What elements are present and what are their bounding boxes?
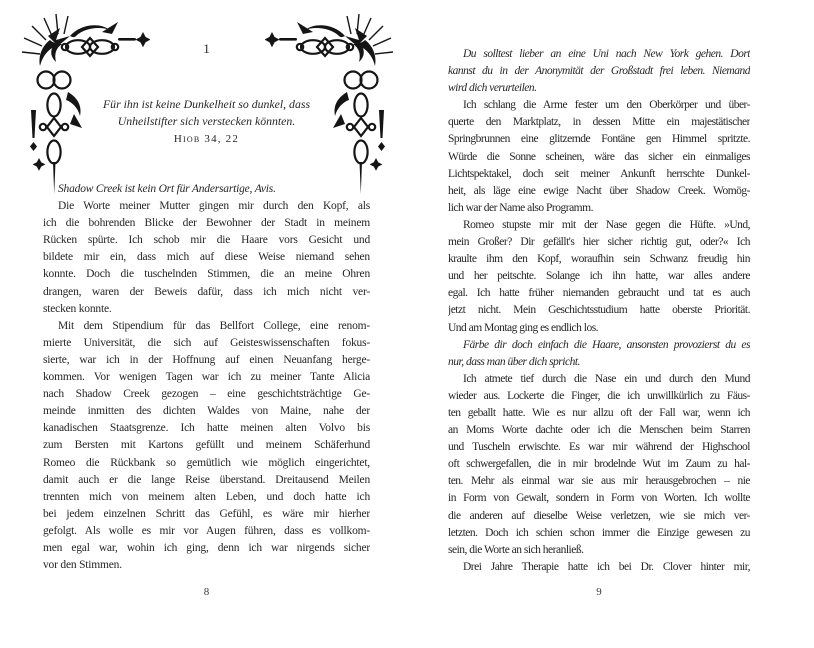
text-line: Lichtspektakel, doch seit meiner Ankunft herrschte Dunkel- bbox=[448, 167, 750, 180]
left-page-text bbox=[43, 181, 370, 574]
text-line: ten geballt hatte. Wie es nur allzu oft der Fall war, wenn ich bbox=[448, 406, 750, 419]
text-line: Springbrunnen eine glitzernde Fontäne gen Himmel spritzte. bbox=[448, 133, 750, 146]
text-line: an Moms Worte dachte oder ich die Menschen beim Starren bbox=[448, 424, 750, 437]
text-line: nur, dass man über dich spricht. bbox=[448, 355, 580, 368]
text-line: und Tuscheln erwischte. Es war mir während der Highschool bbox=[448, 441, 750, 454]
text-line: men egal war, wohin ich ging, denn ich war nirgends sicher bbox=[43, 541, 370, 554]
text-line: nach Shadow Creek gezogen – eine geschichtsträchtige Ge- bbox=[43, 388, 370, 401]
epigraph-line: Für ihn ist keine Dunkelheit so dunkel, dass bbox=[102, 97, 311, 111]
epigraph-line: Unheilstifter sich verstecken könnten. bbox=[117, 114, 296, 128]
text-line: letzten. Doch ich schien schon immer die Einzige gewesen zu bbox=[448, 526, 750, 539]
text-line: gefolgt. Als wolle es mir vor Augen führen, dass es vollkom- bbox=[43, 524, 370, 537]
text-line: drangen, waren der Beweis dafür, dass ich mich nicht ver- bbox=[43, 285, 370, 298]
text-line: meinde inmitten des dichten Waldes von Maine, nahe der bbox=[43, 405, 370, 418]
text-line: trennten mich von meinem alten Leben, und doch hatte ich bbox=[43, 490, 370, 503]
right-page-number: 9 bbox=[596, 586, 602, 598]
text-line: Drei Jahre Therapie hatte ich bei Dr. Clover hinter mir, bbox=[463, 560, 750, 573]
text-line: jetzt nicht. Mein Geschichtsstudium hatte oberste Priorität. bbox=[448, 304, 750, 317]
text-line: sierte, war ich in der Hoffnung auf einen Neuanfang herge- bbox=[43, 353, 370, 366]
text-line: die anderen auf dieselbe Weise verletzen, wie sie mich ver- bbox=[448, 509, 750, 522]
text-line: wieder aus. Lockerte die Finger, die ich unwillkürlich zu Fäus- bbox=[448, 389, 750, 402]
text-line: kannst du in der Anonymität der Großstadt frei leben. Niemand bbox=[448, 65, 750, 78]
text-line: stecken konnte. bbox=[43, 302, 112, 315]
text-line: Shadow Creek ist kein Ort für Andersartige, Avis. bbox=[58, 183, 276, 195]
text-line: ich die bohrenden Blicke der Bewohner der Stadt in meinem bbox=[43, 217, 370, 230]
text-line: bildete mir ein, dass mich auf diese Weise niemand sehen bbox=[43, 251, 370, 264]
text-line: ten. Mehr als einmal war sie aus mir herausgebrochen – nie bbox=[448, 475, 750, 488]
text-line: egal. Ich hatte früher niemanden gebraucht und tat es auch bbox=[448, 287, 750, 300]
epigraph-source: Hiob 34, 22 bbox=[173, 133, 240, 145]
text-line: Würde die Sonne scheinen, wäre das sicher ein einmaliges bbox=[448, 150, 750, 163]
text-line: Ich schlang die Arme fester um den Oberkörper und über- bbox=[463, 99, 750, 112]
text-line: vor den Stimmen. bbox=[43, 559, 122, 572]
text-line: Färbe dir doch einfach die Haare, ansonsten provozierst du es bbox=[463, 338, 750, 351]
text-line: Mit dem Stipendium für das Bellfort College, eine renom- bbox=[58, 319, 370, 332]
text-line: Romeo stupste mir mit der Nase gegen die Hüfte. »Und, bbox=[463, 218, 750, 231]
text-line: bei jedem einzelnen Schritt das Gefühl, es wäre mir hierher bbox=[43, 507, 370, 520]
text-line: Rücken spürte. Ich schob mir die Haare vors Gesicht und bbox=[43, 234, 370, 247]
text-line: Ich atmete tief durch die Nase ein und durch den Mund bbox=[463, 372, 750, 385]
text-line: wird dich verurteilen. bbox=[448, 82, 537, 95]
text-line: und her peitschte. Solange ich ihn hatte, war alles andere bbox=[448, 270, 750, 283]
right-page-text bbox=[448, 46, 750, 576]
text-line: in Form von Gewalt, sondern in Form von Worten. Ich wollte bbox=[448, 492, 750, 505]
text-line: sein, die Worte an sich heranließ. bbox=[448, 543, 584, 556]
text-line: kanadischen Staatsgrenze. Ich hatte meinen alten Volvo bis bbox=[43, 422, 370, 435]
text-line: kommen. Vor wenigen Tagen war ich zu meiner Tante Alicia bbox=[43, 371, 370, 384]
left-page-number: 8 bbox=[203, 586, 210, 598]
text-line: heit, als läge eine ewige Nacht über Shadow Creek. Womög- bbox=[448, 184, 750, 197]
text-line: konnte. Doch die tuschelnden Stimmen, die an meine Ohren bbox=[43, 268, 370, 281]
text-line: Romeo die Rückbank so gemütlich wie möglich eingerichtet, bbox=[43, 456, 370, 469]
text-line: lich war der Name also Programm. bbox=[448, 201, 593, 214]
text-line: mein Großer? Dir gefällt's hier sicher richtig gut, oder?« Ich bbox=[448, 236, 750, 249]
text-line: zum Bersten mit Kartons gefüllt und meinem Schäferhund bbox=[43, 439, 370, 452]
text-line: querte den Marktplatz, in dessen Mitte ein majestätischer bbox=[448, 116, 750, 129]
epigraph bbox=[43, 96, 370, 148]
text-line: Die Worte meiner Mutter gingen mir durch den Kopf, als bbox=[58, 200, 370, 213]
text-line: oft schwergefallen, die in mir brodelnde Wut im Zaum zu hal- bbox=[448, 458, 750, 471]
text-line: Und am Montag ging es endlich los. bbox=[448, 321, 599, 334]
text-line: damit auch er die lange Reise überstand. Dreitausend Meilen bbox=[43, 473, 370, 486]
text-line: kraulte ihm den Kopf, woraufhin sein Schwanz freudig hin bbox=[448, 253, 750, 266]
chapter-number: 1 bbox=[203, 41, 210, 56]
text-line: mierte Universität, die sich auf Geisteswissenschaften fokus- bbox=[43, 336, 370, 349]
text-line: Du solltest lieber an eine Uni nach New York gehen. Dort bbox=[463, 48, 750, 60]
